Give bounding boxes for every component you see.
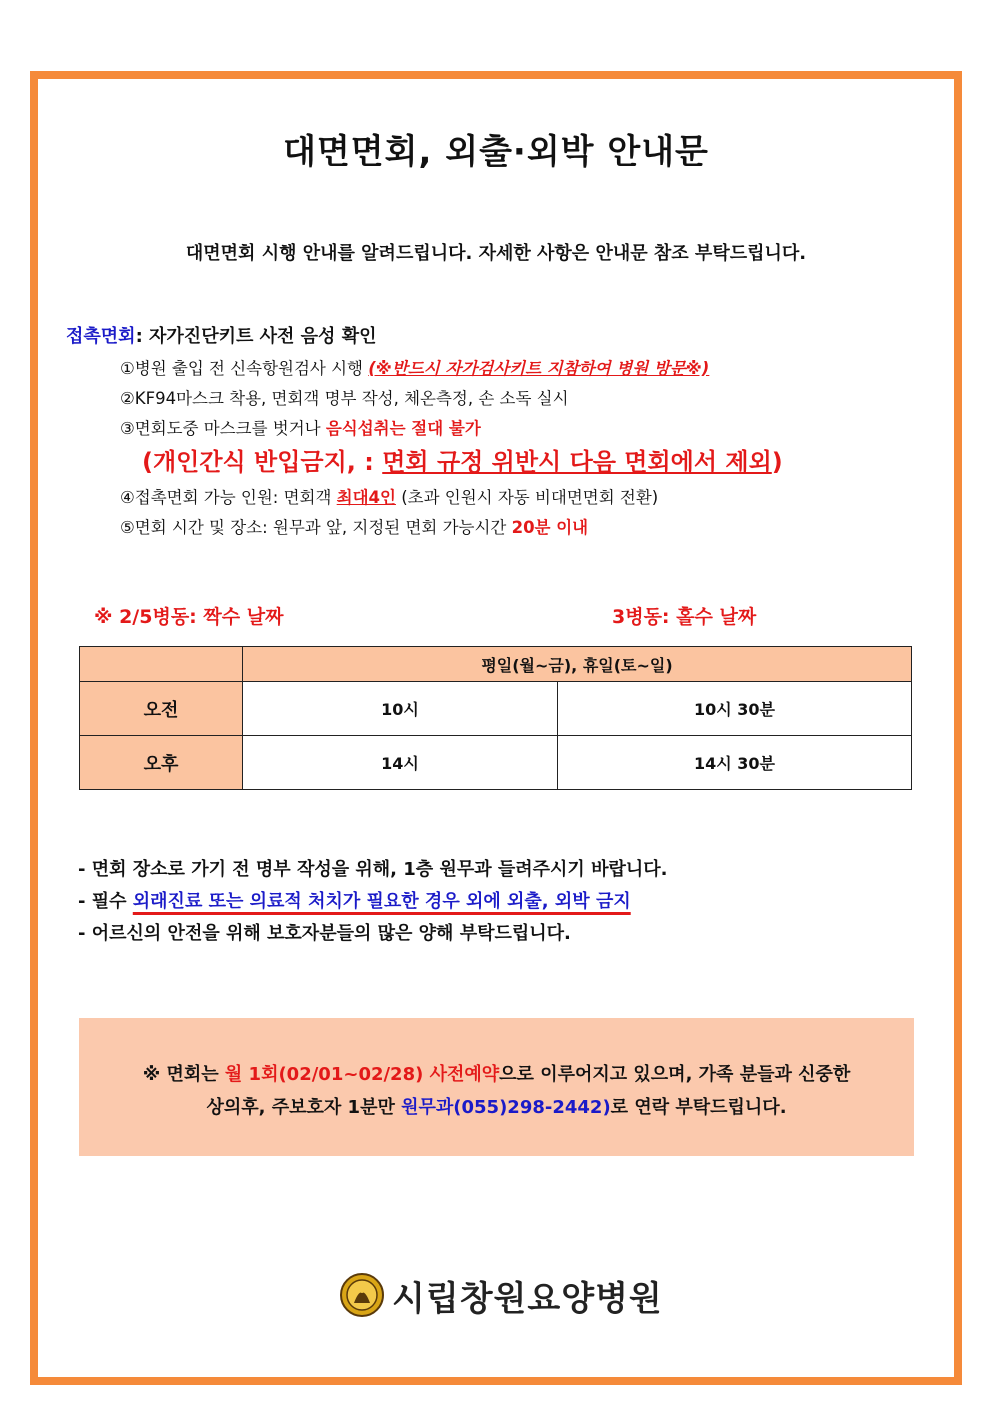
notice-text-a: ※ 면회는: [142, 1064, 225, 1085]
schedule-header: 평일(월~금), 휴일(토~일): [243, 647, 912, 682]
snack-warning-underlined: 면회 규정 위반시 다음 면회에서 제외: [382, 448, 772, 476]
rule-item-2: [120, 385, 569, 409]
rule-item-1: [120, 355, 709, 379]
section-label: 접촉면회: [66, 326, 136, 347]
rule-item-1-text: ①병원 출입 전 신속항원검사 시행: [120, 359, 369, 378]
note-2-prefix: - 필수: [78, 891, 133, 912]
rule-item-3-text: ③면회도중 마스크를 벗거나: [120, 419, 326, 438]
ward-right: 3병동: 홀수 날짜: [612, 606, 757, 628]
reservation-notice: [79, 1018, 914, 1156]
schedule-table: [79, 646, 912, 790]
rule-item-4-text: ④접촉면회 가능 인원: 면회객: [120, 488, 337, 507]
schedule-header-row: [80, 647, 912, 682]
schedule-row-label: 오후: [80, 736, 243, 790]
rule-item-2-text: ②KF94마스크 착용, 면회객 명부 작성, 체온측정, 손 소독 실시: [120, 389, 569, 408]
notice-text-d: 상의후, 주보호자 1분만: [206, 1097, 402, 1118]
notice-text-f: 로 연락 부탁드립니다.: [610, 1097, 787, 1118]
note-2-emphasis: 외래진료 또는 의료적 처치가 필요한 경우 외에 외출, 외박 금지: [132, 891, 631, 912]
rule-item-5: [120, 514, 588, 538]
schedule-cell: 10시 30분: [558, 682, 912, 736]
rule-item-4: [120, 484, 658, 508]
notice-reservation-period: 월 1회(02/01~02/28) 사전예약: [224, 1064, 500, 1085]
rule-item-5-red: 20분 이내: [511, 518, 589, 537]
page-title: 대면면회, 외출·외박 안내문: [283, 132, 709, 172]
ward-left: ※ 2/5병동: 짝수 날짜: [94, 606, 284, 628]
note-3: - 어르신의 안전을 위해 보호자분들의 많은 양해 부탁드립니다.: [78, 923, 571, 944]
schedule-corner-cell: [80, 647, 243, 682]
hospital-name: 시립창원요양병원: [392, 1278, 663, 1319]
snack-warning: [142, 442, 783, 477]
rule-item-5-text: ⑤면회 시간 및 장소: 원무과 앞, 지정된 면회 가능시간: [120, 518, 512, 537]
schedule-row: [80, 736, 912, 790]
schedule-cell: 14시 30분: [558, 736, 912, 790]
schedule-row-label: 오전: [80, 682, 243, 736]
hospital-emblem-icon: [340, 1273, 384, 1317]
note-1: - 면회 장소로 가기 전 명부 작성을 위해, 1층 원무과 들려주시기 바랍니다.: [78, 859, 668, 880]
snack-warning-suffix: ): [771, 448, 783, 476]
schedule-row: [80, 682, 912, 736]
snack-warning-prefix: (개인간식 반입금지, :: [142, 448, 383, 476]
reservation-notice-line-2: [79, 1093, 914, 1119]
rule-item-1-note: (※반드시 자가검사키트 지참하여 병원 방문※): [368, 359, 710, 378]
rule-item-3-red: 음식섭취는 절대 불가: [325, 419, 481, 438]
rule-item-3: [120, 415, 481, 439]
reservation-notice-line-1: [79, 1060, 914, 1086]
notice-text-c: 으로 이루어지고 있으며, 가족 분들과 신중한: [499, 1064, 851, 1085]
schedule-cell: 10시: [243, 682, 558, 736]
note-2: [78, 887, 631, 913]
section-heading: [66, 322, 376, 348]
section-heading-text: : 자가진단키트 사전 음성 확인: [135, 326, 377, 347]
rule-item-4-red: 최대4인: [336, 488, 396, 507]
hospital-logo: [340, 1270, 663, 1320]
notice-phone: 원무과(055)298-2442): [401, 1097, 611, 1118]
page-subtitle: 대면면회 시행 안내를 알려드립니다. 자세한 사항은 안내문 참조 부탁드립니다.: [185, 243, 807, 264]
schedule-cell: 14시: [243, 736, 558, 790]
rule-item-4-tail: (초과 인원시 자동 비대면면회 전환): [395, 488, 659, 507]
